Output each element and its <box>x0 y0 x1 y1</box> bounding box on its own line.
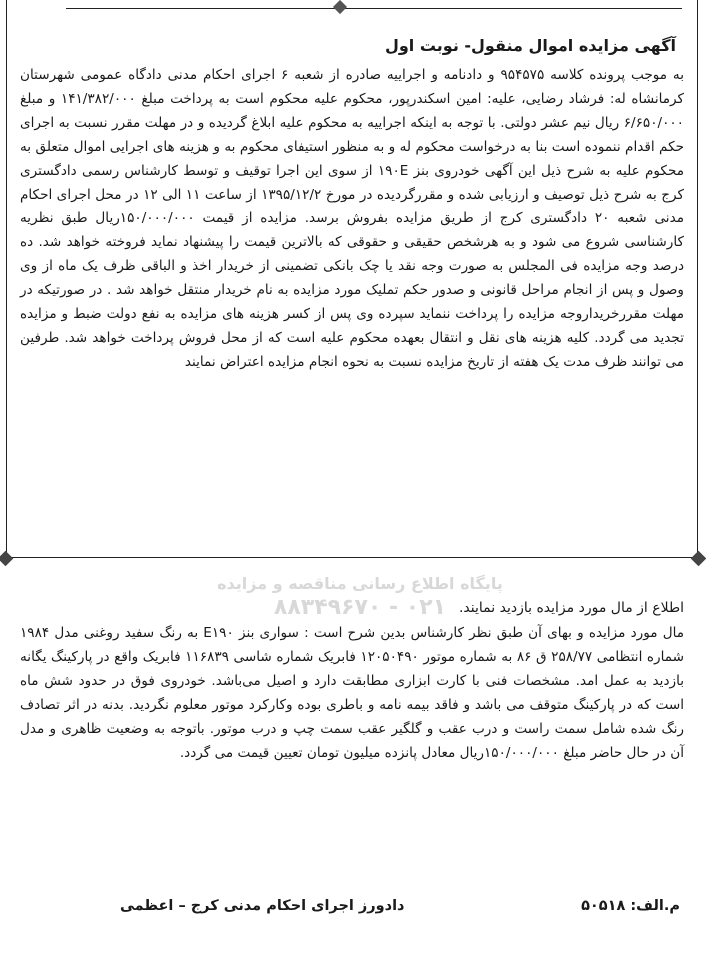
notice-body: به موجب پرونده کلاسه ۹۵۴۵۷۵ و دادنامه و اجراییه صادره از شعبه ۶ اجرای احکام مدنی دادگاه عمومی شهرستان کرمانشاه له: فرشاد رضایی، علیه: امین اسکندرپور، محکوم علیه محکوم است به پرداخت مبلغ ۱۴۱/۳۸۲/۰۰۰ و مبلغ ۶/۶۵۰/۰۰۰ ریال نیم عشر دولتی. با توجه به اینکه اجراییه به محکوم علیه ابلاغ گردیده و در مهلت مقرر نسبت به اجرای حکم اقدام ننموده است بنا به درخواست محکوم له و به منظور استیفای محکوم به و هزینه های اجرایی اموال متعلق به محکوم علیه به شرح ذیل این آگهی خودروی بنز ۱۹۰E از سوی این اجرا توقیف و توسط کارشناس رسمی دادگستری کرج به شرح ذیل توصیف و ارزیابی شده و مقررگردیده در مورخ ۱۳۹۵/۱۲/۲ از ساعت ۱۱ الی ۱۲ در محل اجرای احکام مدنی شعبه ۲۰ دادگستری کرج از طریق مزایده بفروش برسد. مزایده از قیمت ۱۵۰/۰۰۰/۰۰۰ریال طبق نظریه کارشناسی شروع می شود و به هرشخص حقیقی و حقوقی که بالاترین قیمت را پیشنهاد نماید فروخته خواهد شد. ده درصد وجه مزایده فی المجلس به صورت وجه نقد یا چک بانکی تضمینی از خریدار اخذ و الباقی ظرف یک ماه از وی وصول و پس از انجام مراحل قانونی و صدور حکم تملیک مورد مزایده به نام خریدار منتقل خواهد شد . در صورتیکه در مهلت مقررخریداروجه مزایده را پرداخت ننماید سپرده وی پس از کسر هزینه های مزایده به نفع دولت ضبط و مزایده تجدید می گردد. کلیه هزینه های نقل و انتقال بعهده محکوم علیه است که از محل فروش پرداخت خواهد شد. طرفین می توانند ظرف مدت یک هفته از تاریخ مزایده نسبت به نحوه انجام مزایده اعتراض نمایند <box>20 67 684 370</box>
frame-ornament-right <box>691 551 706 567</box>
section-heading: اطلاع از مال مورد مزایده بازدید نمایند. <box>458 600 684 616</box>
reference-number: م.الف: ۵۰۵۱۸ <box>581 898 680 914</box>
property-description: مال مورد مزایده و بهای آن طبق نظر کارشناس بدین شرح است : سواری بنز E۱۹۰ به رنگ سفید روغنی مدل ۱۹۸۴ شماره انتظامی ۲۵۸/۷۷ ق ۸۶ به شماره موتور ۱۲۰۵۰۴۹۰ فابریک شماره شاسی ۱۱۶۸۳۹ فابریک واقع در پارکینگ یگانه بازدید به عمل امد. مشخصات فنی با کارت ابزاری مطابقت دارد و اصیل می‌باشد. خودروی فوق در حدود شش ماه است که در پارکینگ متوقف می باشد و فاقد بیمه نامه و باطری بوده وکارکرد موتور معلوم نگردید. بدنه در اثر تصادف رنگ شده شامل سمت راست و درب عقب و گلگیر عقب سمت چپ و درب موتور. باتوجه به وضعیت ظاهری و مدل آن در حال حاضر مبلغ ۱۵۰/۰۰۰/۰۰۰ریال معادل پانزده میلیون تومان تعیین قیمت می گردد. <box>20 625 685 761</box>
watermark-phone: ۰۲۱ - ۸۸۳۴۹۶۷۰ <box>273 595 447 620</box>
watermark-text: پایگاه اطلاع رسانی مناقصه و مزایده <box>217 574 503 593</box>
signature-line: دادورز اجرای احکام مدنی کرج – اعظمی <box>120 898 405 914</box>
frame-ornament-left <box>0 551 13 567</box>
notice-title: آگهی مزایده اموال منقول- نوبت اول <box>384 36 676 55</box>
notice-footer <box>120 898 680 914</box>
